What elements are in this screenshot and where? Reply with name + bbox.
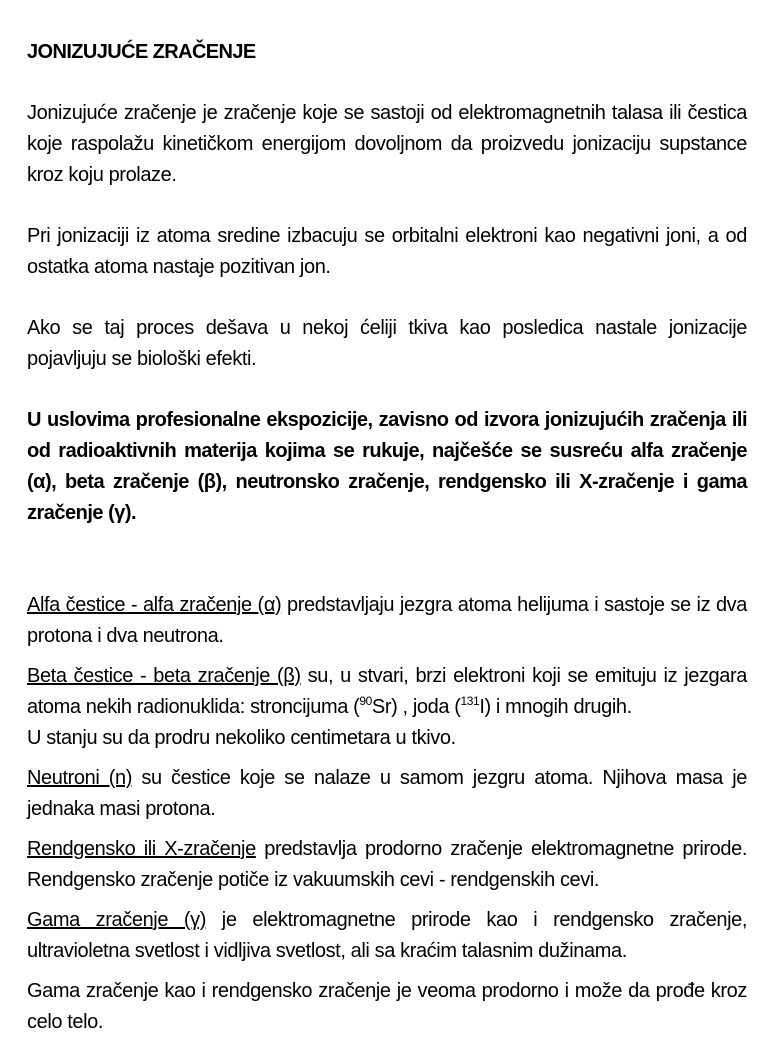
list-item-rendgen [27,834,747,896]
document-page [27,37,748,1033]
list-item-neutroni [27,763,747,825]
superscript-sr: 90 [359,694,372,708]
list-item-alfa [27,590,747,652]
term-beta: Beta čestice - beta zračenje (β) [27,665,301,687]
term-rendgen: Rendgensko ili X-zračenje [27,838,256,860]
term-gama: Gama zračenje (γ) [27,909,206,931]
text-neutroni: su čestice koje se nalaze u samom jezgru atoma. Njihova masa je jednaka masi protona. [27,767,747,820]
term-neutroni: Neutroni (n) [27,767,132,789]
list-item-gama [27,905,747,967]
paragraph-biological-effects: Ako se taj proces dešava u nekoj ćeliji tkiva kao posledica nastale jonizacije pojavljuju se biološki efekti. [27,317,747,370]
superscript-i: 131 [460,694,480,708]
paragraph-exposure-bold: U uslovima profesionalne ekspozicije, zavisno od izvora jonizujućih zračenja ili od radioaktivnih materija kojima se rukuje, najčešće se susreću alfa zračenje (α), beta zračenje (β), neutronsko zračenje, rendgensko ili X-zračenje i gama zračenje (γ). [27,409,747,524]
text-alfa: predstavljaju jezgra atoma helijuma i sastoje se iz dva protona i dva neutrona. [27,594,748,647]
paragraph-ionization: Pri jonizaciji iz atoma sredine izbacuju se orbitalni elektroni kao negativni joni, a od ostatka atoma nastaje pozitivan jon. [27,225,747,278]
term-alfa: Alfa čestice - alfa zračenje (α) [27,594,282,616]
document-title: JONIZUJUĆE ZRAČENJE [27,41,256,63]
text-beta-a: su, u stvari, brzi elektroni koji se emituju iz jezgara atoma nekih radionuklida: stroncijuma ( [27,665,747,718]
text-beta-c: I) i mnogih drugih. [479,696,632,718]
paragraph-definition: Jonizujuće zračenje je zračenje koje se sastoji od elektromagnetnih talasa ili čestica koje raspolažu kinetičkom energijom dovoljnom da proizvedu jonizaciju supstance kroz koju prolaze. [27,102,747,186]
list-item-beta [27,661,747,754]
text-beta-line2: U stanju su da prodru nekoliko centimetara u tkivo. [27,727,456,749]
partial-last-line: Gama zračenje kao i rendgensko zračenje je veoma prodorno i može da prođe kroz celo telo. [27,980,747,1033]
text-beta-b: Sr) , joda ( [371,696,461,718]
text-gama: je elektromagnetne prirode kao i rendgensko zračenje, ultravioletna svetlost i vidljiva svetlost, ali sa kraćim talasnim dužinama. [27,909,747,962]
text-rendgen: predstavlja prodorno zračenje elektromagnetne prirode. Rendgensko zračenje potiče iz vakuumskih cevi - rendgenskih cevi. [27,838,747,891]
